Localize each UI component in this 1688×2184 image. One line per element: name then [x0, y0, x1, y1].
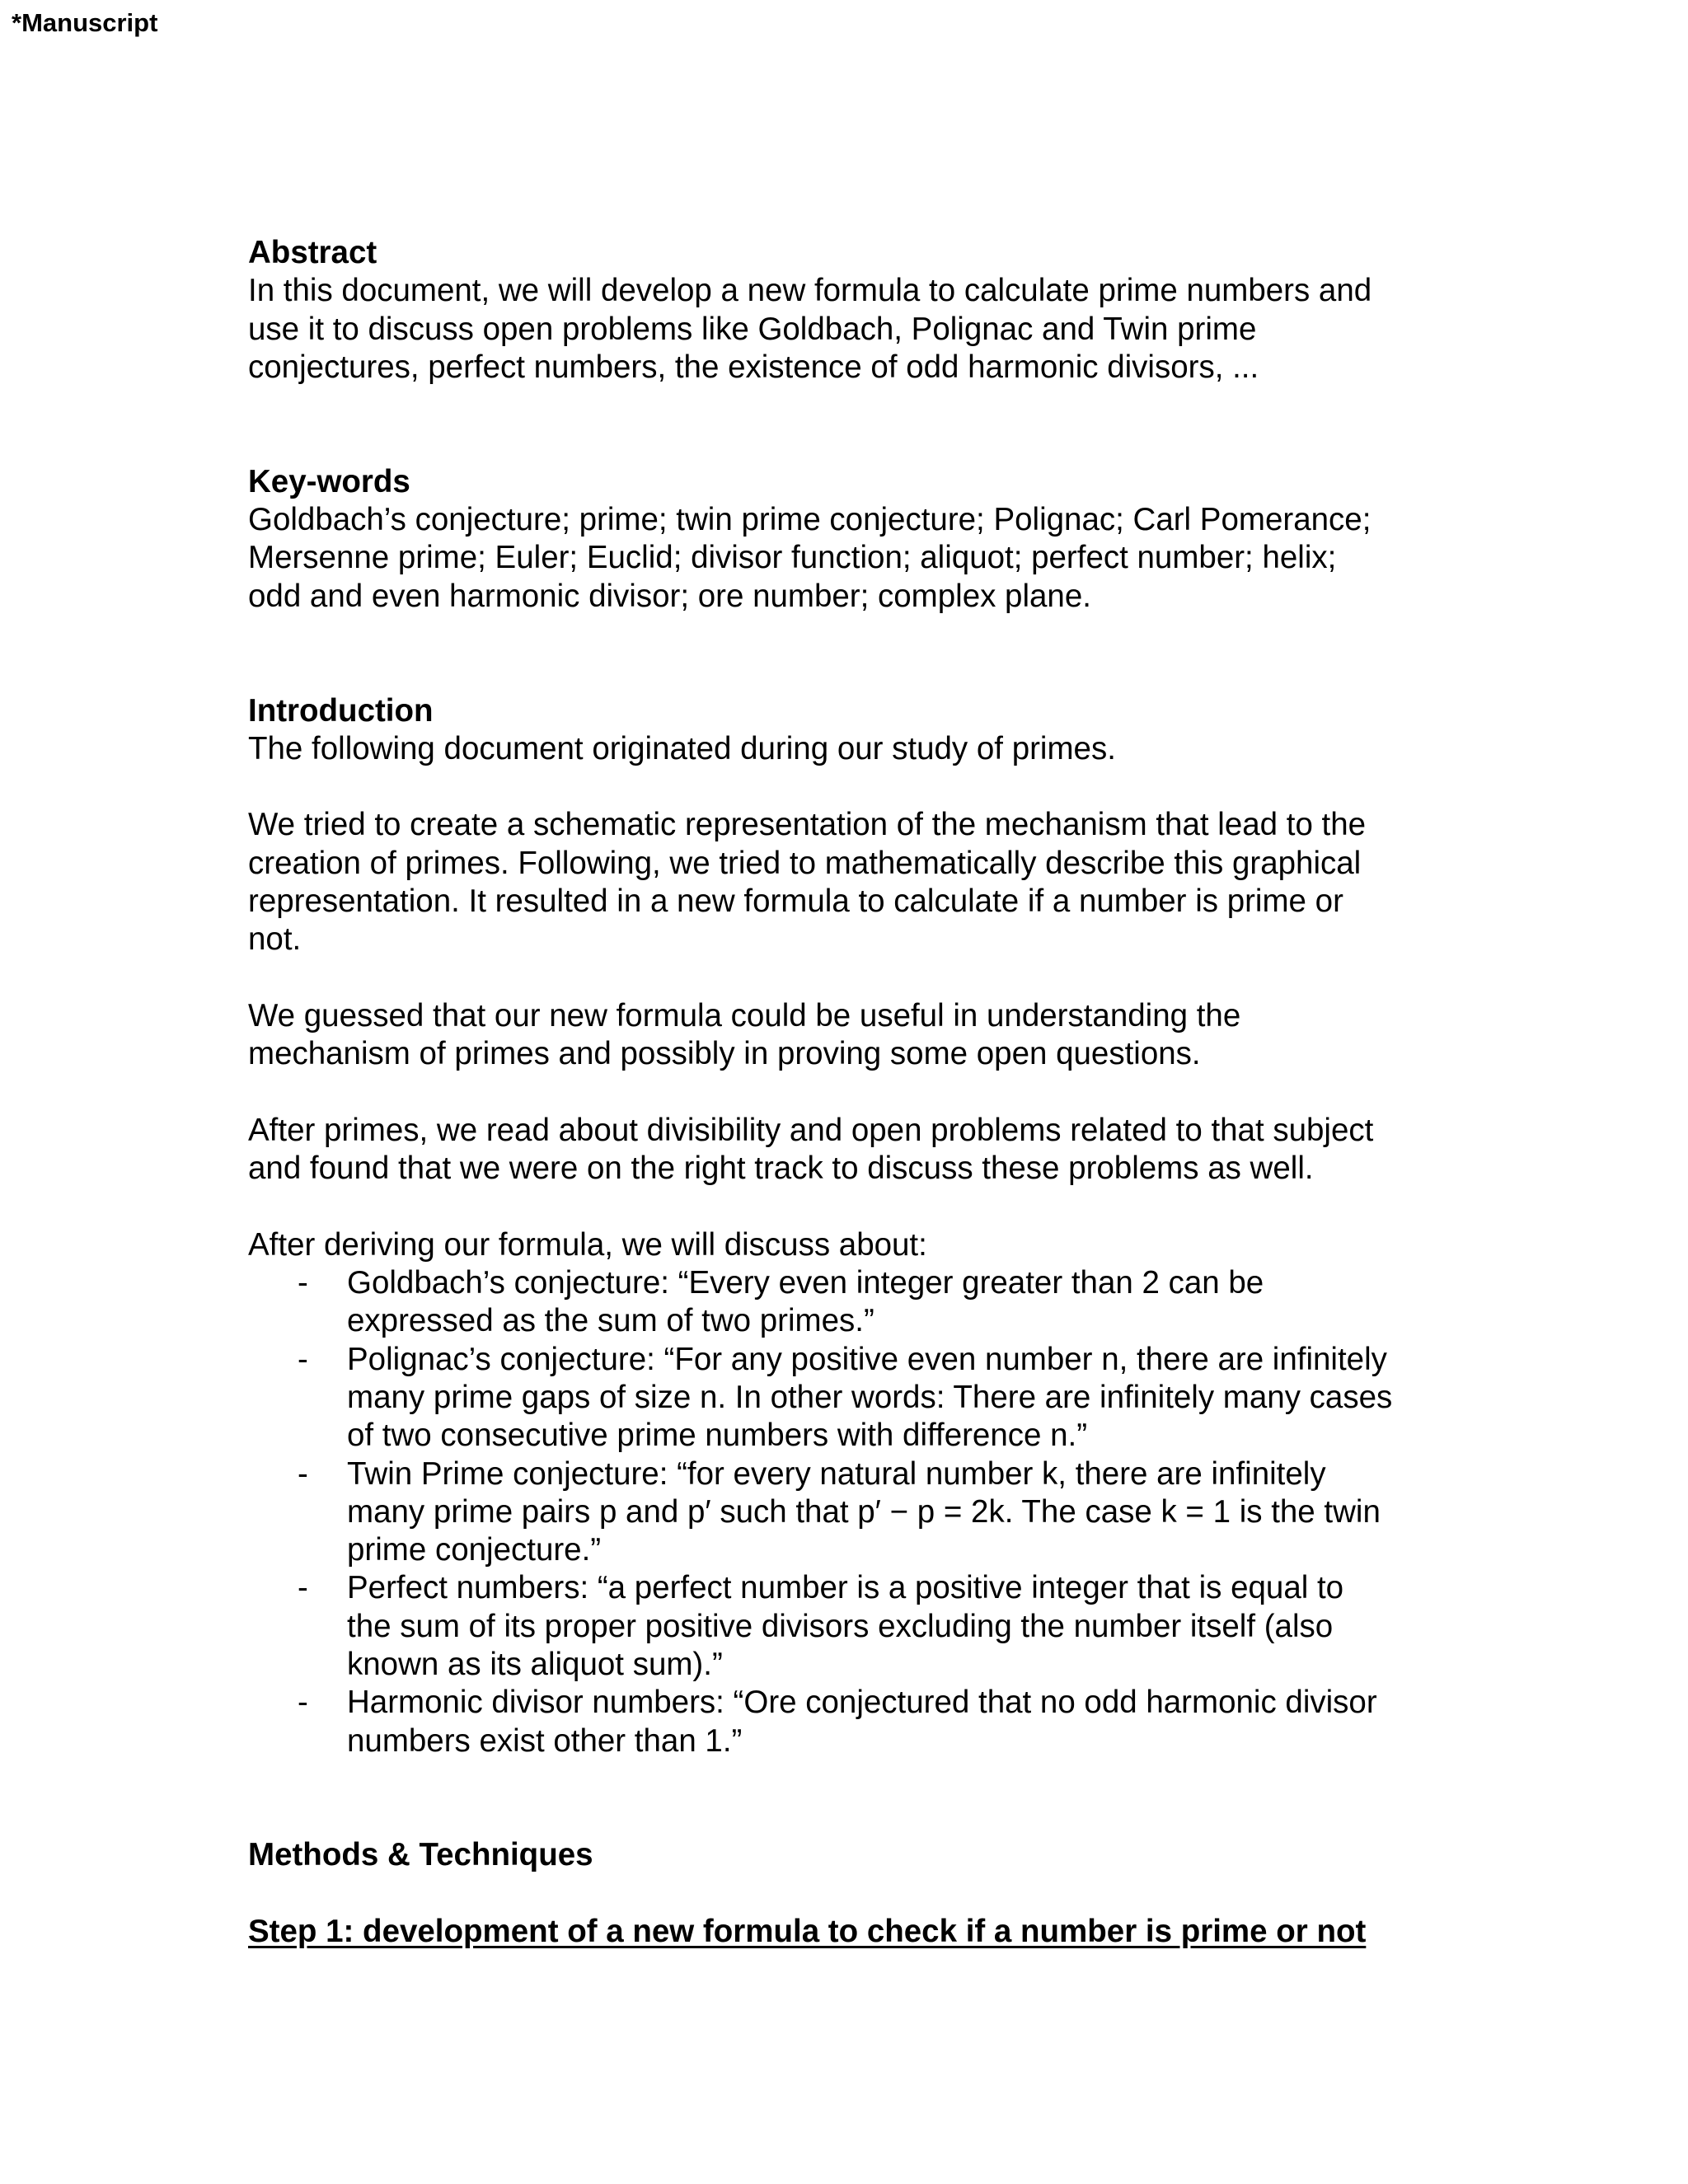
list-item-line: the sum of its proper positive divisors excluding the number itself (also [347, 1608, 1334, 1644]
introduction-section [248, 692, 1451, 1760]
list-item-line: Twin Prime conjecture: “for every natural number k, there are infinitely [347, 1455, 1326, 1492]
abstract-line: In this document, we will develop a new formula to calculate prime numbers and [248, 273, 1372, 309]
abstract-section [248, 234, 1451, 387]
intro-paragraph [248, 1112, 1451, 1188]
keywords-line: Mersenne prime; Euler; Euclid; divisor function; aliquot; perfect number; helix; [248, 540, 1337, 576]
list-item [248, 1684, 1451, 1760]
list-item [248, 1569, 1451, 1684]
list-item-line: Polignac’s conjecture: “For any positive even number n, there are infinitely [347, 1341, 1387, 1377]
list-item-line: Perfect numbers: “a perfect number is a positive integer that is equal to [347, 1570, 1344, 1606]
list-dash: - [298, 1455, 308, 1492]
intro-paragraph [248, 806, 1451, 958]
intro-line: creation of primes. Following, we tried to mathematically describe this graphical [248, 845, 1362, 881]
intro-line: representation. It resulted in a new formula to calculate if a number is prime or [248, 883, 1343, 920]
abstract-text [248, 272, 1451, 387]
keywords-line: Goldbach’s conjecture; prime; twin prime conjecture; Polignac; Carl Pomerance; [248, 502, 1372, 538]
list-dash: - [298, 1570, 308, 1606]
intro-line: and found that we were on the right track to discuss these problems as well. [248, 1151, 1314, 1187]
list-item-line: Goldbach’s conjecture: “Every even integer greater than 2 can be [347, 1265, 1264, 1301]
list-intro: After deriving our formula, we will discuss about: [248, 1226, 927, 1263]
keywords-text [248, 501, 1451, 616]
list-item [248, 1341, 1451, 1455]
intro-paragraph [248, 997, 1451, 1074]
intro-line: We tried to create a schematic representation of the mechanism that lead to the [248, 807, 1367, 843]
list-item-line: of two consecutive prime numbers with difference n.” [347, 1418, 1088, 1454]
list-item-line: known as its aliquot sum).” [347, 1646, 723, 1682]
keywords-line: odd and even harmonic divisor; ore number; complex plane. [248, 578, 1091, 614]
list-item [248, 1264, 1451, 1341]
intro-line: The following document originated during our study of primes. [248, 730, 1116, 766]
intro-line: not. [248, 921, 302, 958]
list-item-line: prime conjecture.” [347, 1532, 602, 1568]
list-dash: - [298, 1265, 308, 1301]
methods-heading: Methods & Techniques [248, 1837, 593, 1873]
list-item [248, 1455, 1451, 1570]
intro-line: After primes, we read about divisibility and open problems related to that subject [248, 1112, 1374, 1148]
list-item-line: Harmonic divisor numbers: “Ore conjectured that no odd harmonic divisor [347, 1685, 1377, 1721]
document-body [248, 234, 1451, 1951]
introduction-heading: Introduction [248, 692, 434, 729]
step-1-title: Step 1: development of a new formula to check if a number is prime or not [248, 1914, 1367, 1950]
list-dash: - [298, 1685, 308, 1721]
intro-line: mechanism of primes and possibly in proving some open questions. [248, 1036, 1201, 1072]
list-item-line: expressed as the sum of two primes.” [347, 1303, 874, 1339]
methods-section [248, 1836, 1451, 1951]
abstract-line: conjectures, perfect numbers, the existence of odd harmonic divisors, ... [248, 349, 1259, 385]
list-item-line: numbers exist other than 1.” [347, 1722, 743, 1759]
list-item-line: many prime pairs p and p′ such that p′ − p = 2k. The case k = 1 is the twin [347, 1493, 1381, 1530]
list-item-line: many prime gaps of size n. In other words: There are infinitely many cases [347, 1379, 1393, 1415]
abstract-line: use it to discuss open problems like Goldbach, Polignac and Twin prime [248, 311, 1257, 347]
manuscript-label: *Manuscript [12, 8, 158, 37]
keywords-section [248, 463, 1451, 616]
keywords-heading: Key-words [248, 463, 410, 499]
conjecture-list [248, 1264, 1451, 1760]
abstract-heading: Abstract [248, 235, 377, 270]
intro-line: We guessed that our new formula could be useful in understanding the [248, 997, 1241, 1033]
list-dash: - [298, 1341, 308, 1377]
intro-paragraph [248, 730, 1451, 768]
